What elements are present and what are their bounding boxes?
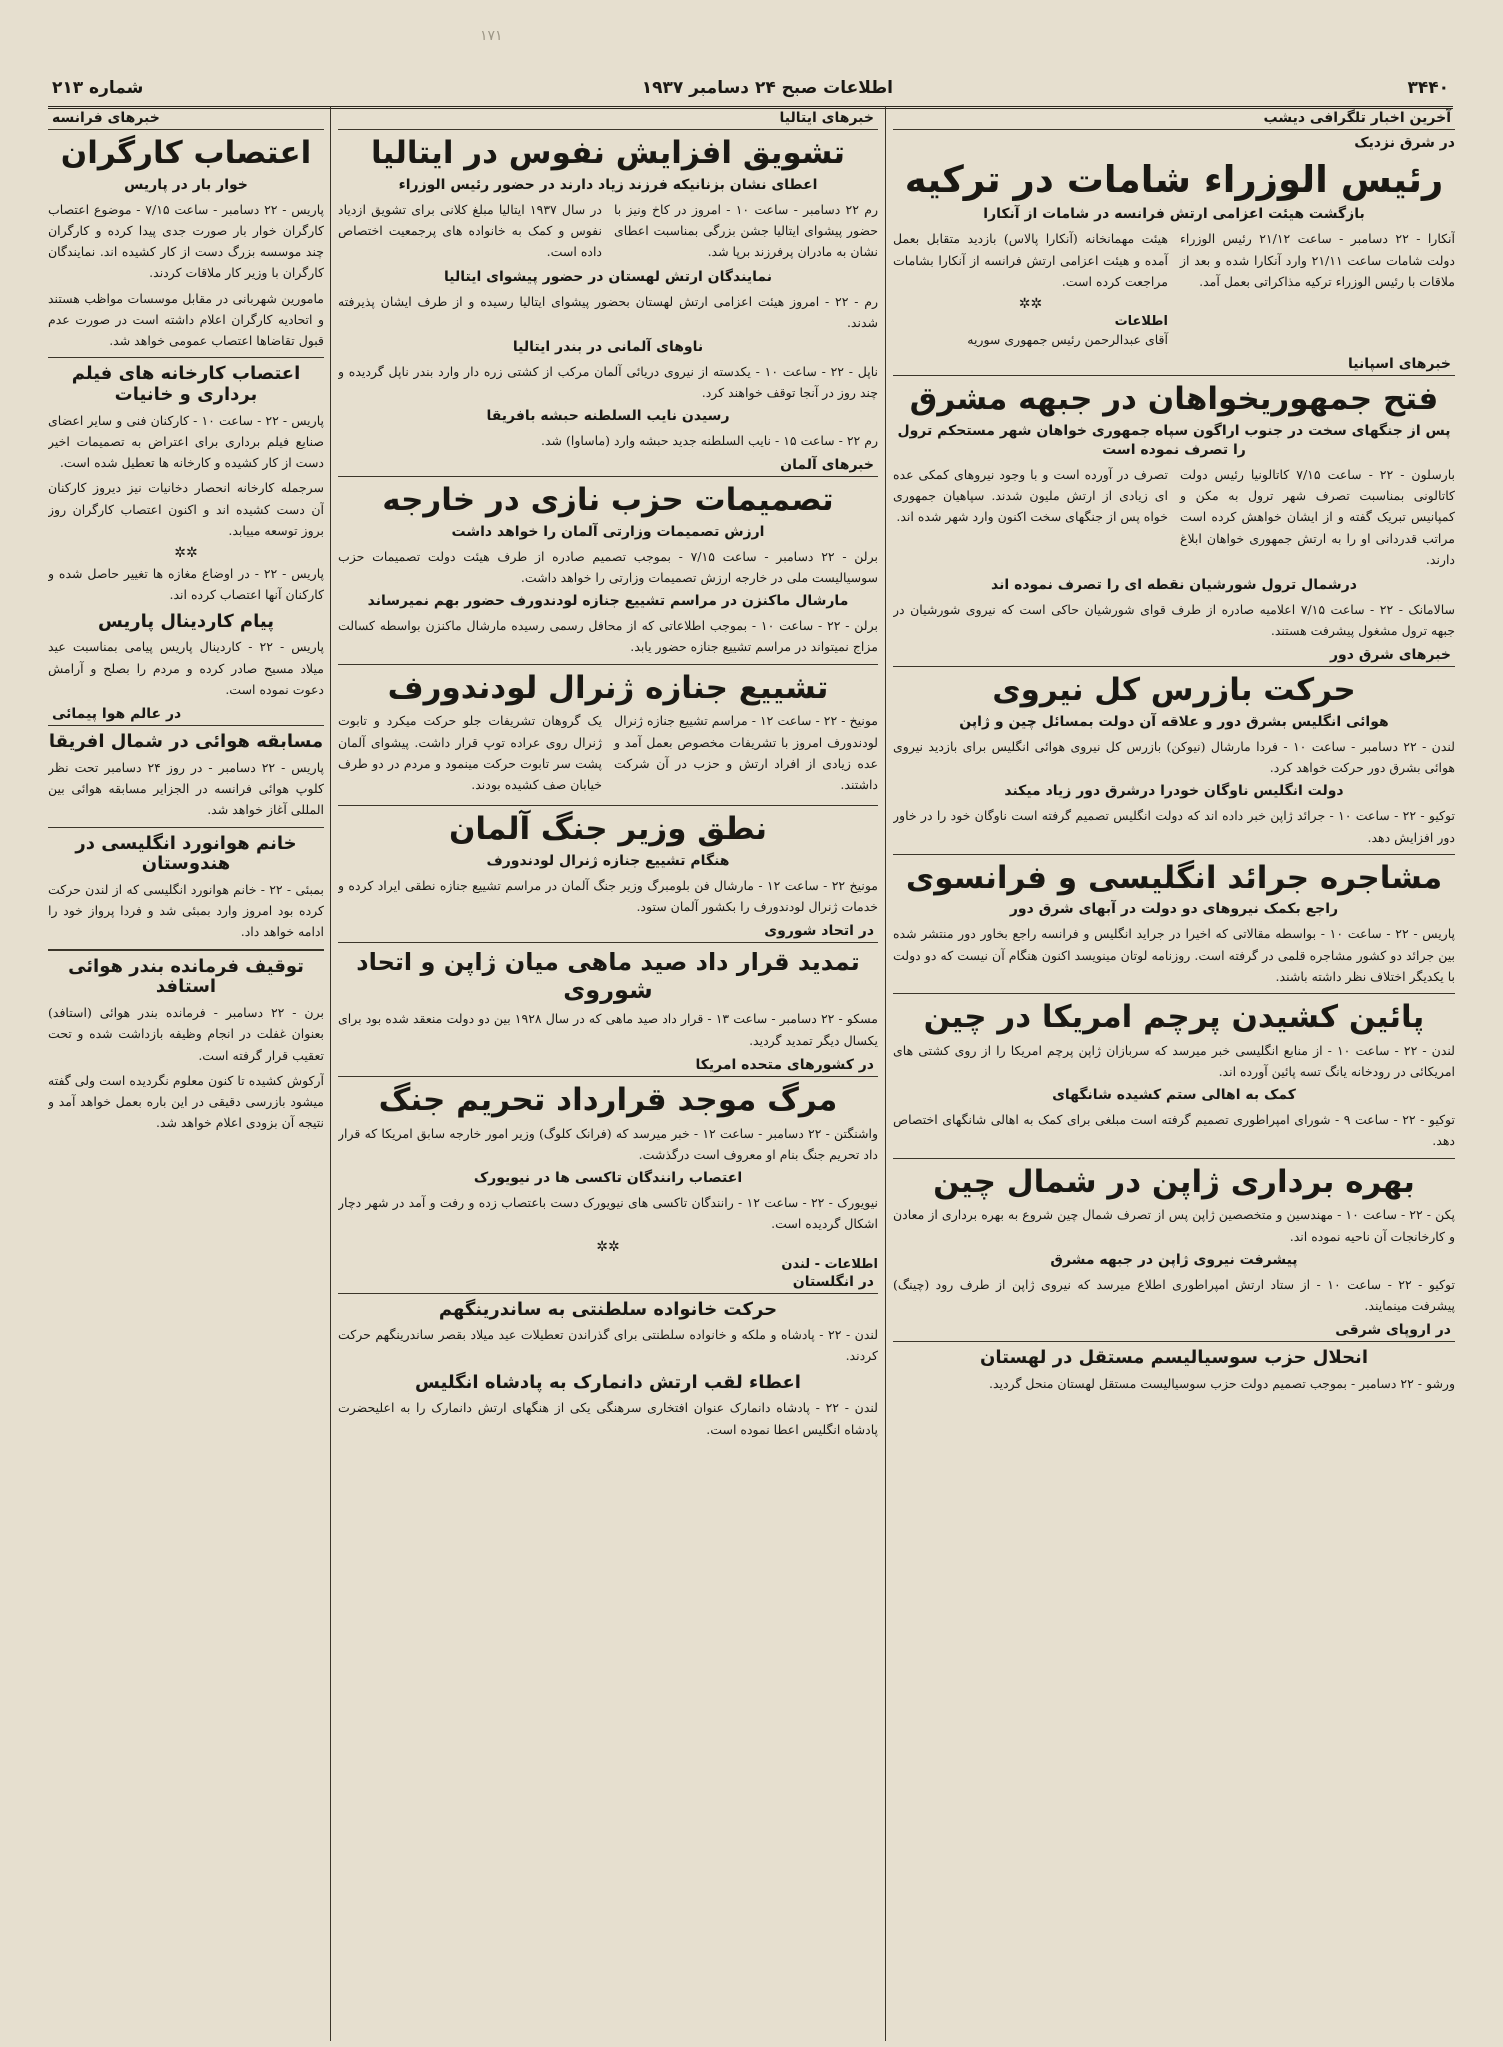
article-text: سالامانک - ۲۲ - ساعت ۷/۱۵ اعلامیه صادره از طرف قوای شورشیان حاکی است که نیروی شورشیان در جبهه ترول مشغول پیشرفت هستند. [893,601,1455,639]
headline: حرکت بازرس کل نیروی [992,672,1356,709]
article-text: مونیخ ۲۲ - ساعت ۱۲ - مارشال فن بلومبرگ وزیر جنگ آلمان در مراسم تشییع جنازه نطقی ایراد کرده و خدمات ژنرال لودندورف را بکشور آلمان ستود. [338,877,878,915]
headline: فتح جمهوریخواهان در جبهه مشرق [909,381,1439,418]
article-text: نیویورک - ۲۲ - ساعت ۱۲ - رانندگان تاکسی های نیویورک دست باعتصاب زده و رفت و آمد در شهر دچار اشکال گردیده است. [338,1195,878,1232]
divider [893,993,1455,994]
headline: حرکت خانواده سلطنتی به ساندرینگهم [438,1298,778,1320]
signoff: اطلاعات [1114,314,1168,330]
headline: خانم هوانورد انگلیسی در هندوستان [75,832,297,875]
article-text: توکیو - ۲۲ - ساعت ۹ - شورای امپراطوری تصمیم گرفته است مبلغی برای کمک به اهالی شانگهای اختصاص دهد. [893,1112,1455,1149]
article-text: لندن - ۲۲ دسامبر - ساعت ۱۰ - فردا مارشال (نیوکن) بازرس کل نیروی هوائی انگلیس برای بازدید نیروی هوائی بشرق دور حرکت خواهد کرد. [893,738,1455,776]
headline: مرگ موجد قرارداد تحریم جنگ [378,1081,838,1118]
column-middle [338,108,878,2043]
subheadline: درشمال ترول شورشیان نقطه ای را تصرف نموده اند [991,577,1357,593]
article-text: بمبئی - ۲۲ - خانم هوانورد انگلیسی که از لندن حرکت کرده بود امروز وارد بمبئی شد و فردا پرواز خود را ادامه خواهد داد. [48,881,324,940]
subheadline: مارشال ماکنزن در مراسم تشییع جنازه لودندورف حضور بهم نمیرساند [367,593,849,610]
section-tag: خبرهای فرانسه [48,108,324,130]
headline: رئیس الوزراء شامات در ترکیه [904,157,1444,201]
divider [48,357,324,358]
headline: اعطاء لقب ارتش دانمارک به پادشاه انگلیس [415,1371,801,1393]
article-columns [338,199,878,267]
subheadline: راجع بکمک نیروهای دو دولت در آبهای شرق دور [1009,901,1339,918]
article-text: بارسلون - ۲۲ - ساعت ۷/۱۵ کاتالونیا رئیس دولت کاتالونی بمناسبت تصرف شهر ترول به مکن و کمپانیس تبریک گفته و از ایشان خواهش کرده است مراتب قدردانی او را به ارتش جمهوری خواهان ابلاغ دارند. [1180,466,1455,567]
article-text: توکیو - ۲۲ - ساعت ۱۰ - از ستاد ارتش امپراطوری اطلاع میرسد که نیروی ژاپن از طرف رود (چینگ) پیشرفت مینمایند. [893,1276,1455,1313]
article-text: لندن - ۲۲ - پادشاه دانمارک عنوان افتخاری سرهنگی یکی از هنگهای ارتش دانمارک را به اعلیحضرت پادشاه انگلیس اعطا نموده است. [338,1400,878,1437]
headline: نطق وزیر جنگ آلمان [448,811,768,848]
subheadline: دولت انگلیس ناوگان خودرا درشرق دور زیاد میکند [1004,783,1344,800]
headline: تمدید قرار داد صید ماهی میان ژاپن و اتحاد شوروی [356,948,860,1004]
subheadline: ارزش تصمیمات وزارتی آلمان را خواهد داشت [451,523,765,540]
article-text: هیئت مهمانخانه (آنکارا پالاس) بازدید متقابل بعمل آمده و هیئت اعزامی ارتش فرانسه از آنکارا بشامات مراجعت کرده است. [893,231,1168,289]
column-left [48,108,324,2043]
subheadline: کمک به اهالی ستم کشیده شانگهای [1052,1087,1296,1104]
article-text: آرکوش کشیده تا کنون معلوم نگردیده است ولی گفته میشود بازرسی دقیقی در این باره بعمل خواهد آمد و نتیجه آن بزودی اعلام خواهد شد. [48,1072,324,1131]
subheadline: بازگشت هیئت اعزامی ارتش فرانسه در شامات از آنکارا [983,206,1365,223]
divider [893,854,1455,855]
article-text: توکیو - ۲۲ - ساعت ۱۰ - جرائد ژاپن خبر داده اند که دولت انگلیس تصمیم گرفته است ناوگان خود را در خاور دور افزایش دهد. [893,808,1455,845]
column-rule [330,106,331,2041]
section-tag: آخرین اخبار تلگرافی دیشب [893,108,1455,130]
article-text: پاریس - ۲۲ دسامبر - در روز ۲۴ دسامبر تحت نظر کلوپ هوائی فرانسه در الجزایر مسابقه هوائی بین المللی آغاز خواهد شد. [48,759,324,818]
article-columns [893,228,1455,354]
article-columns [893,464,1455,574]
article-text: پاریس - ۲۲ - در اوضاع مغازه ها تغییر حاصل شده و کارکنان آنها اعتصاب کرده اند. [48,566,324,603]
article-text: رم ۲۲ - ساعت ۱۵ - نایب السلطنه جدید حبشه وارد (ماساوا) شد. [541,432,878,448]
headline: پائین کشیدن پرچم امریکا در چین [923,999,1425,1036]
headline: بهره برداری ژاپن در شمال چین [933,1163,1415,1200]
article-text: ناپل - ۲۲ - ساعت ۱۰ - یکدسته از نیروی دریائی آلمان مرکب از کشتی زره دار وارد بندر ناپل گردیده و چند روز در آنجا توقف خواهند کرد. [338,363,878,400]
subheadline: اعطای نشان بزنانیکه فرزند زیاد دارند در حضور رئیس الوزراء [398,176,818,193]
headline: اعتصاب کارخانه های فیلم برداری و خانیات [71,363,301,405]
subheadline: پیشرفت نیروی ژاپن در جبهه مشرق [1050,1251,1298,1268]
masthead-date: اطلاعات صبح ۲۴ دسامبر ۱۹۳۷ [641,78,893,98]
divider [893,1158,1455,1159]
column-right [893,108,1455,2043]
article-text: یک گروهان تشریفات جلو حرکت میکرد و تابوت ژنرال روی عراده توپ قرار داشت. پیشوای آلمان پشت سر تابوت حرکت مینمود و مردم در دو طرف خیابان صف کشیده بودند. [338,713,602,793]
masthead [48,72,1453,109]
article-text: پاریس - ۲۲ - کاردینال پاریس پیامی بمناسبت عید میلاد مسیح صادر کرده و مردم را بصلح و آرامش دعوت نموده است. [48,639,324,697]
section-tag: خبرهای آلمان [338,455,878,477]
section-tag: خبرهای ایتالیا [338,108,878,130]
section-tag: در کشورهای متحده امریکا [338,1055,878,1077]
section-subtag: در شرق نزدیک [1354,135,1455,151]
divider [338,805,878,806]
pencil-mark: ۱۷۱ [480,28,503,44]
star-ornament-icon: ✲✲ [596,1238,620,1255]
headline: مسابقه هوائی در شمال افریقا [48,731,324,753]
article-text: برلن - ۲۲ - ساعت ۱۰ - بموجب اطلاعاتی که از محافل رسمی رسیده مارشال ماکنزن بواسطه کسالت مزاج نمیتواند در مراسم تشییع جنازه حضور یابد. [338,618,878,655]
article-text: در سال ۱۹۳۷ ایتالیا مبلغ کلانی برای تشویق ازدیاد نفوس و کمک به خانواده های پرجمعیت اختصاص داده است. [338,201,602,260]
article-text: مسکو - ۲۲ دسامبر - ساعت ۱۳ - قرار داد صید ماهی که در سال ۱۹۲۸ بین دو دولت منعقد شده بود برای یکسال دیگر تمدید گردید. [338,1011,878,1048]
article-text: مونیخ - ۲۲ - ساعت ۱۲ - مراسم تشییع جنازه ژنرال لودندورف امروز با تشریفات مخصوص بعمل آمد و عده زیادی از افراد ارتش و حزب در آن شرکت داشتند. [614,713,878,793]
divider [48,827,324,828]
subheadline: اعتصاب رانندگان تاکسی ها در نیویورک [473,1170,743,1187]
article-text: تصرف در آورده است و با وجود نیروهای کمکی عده ای زیادی از ارتش ملیون شدند. سپاهیان جمهوری خواه پس از جنگهای سخت اکنون وارد شهر شده اند. [893,466,1168,525]
headline: پیام کاردینال پاریس [98,610,274,632]
subheadline: خوار بار در پاریس [124,176,248,193]
section-tag: در اروپای شرقی [893,1320,1455,1342]
headline: تشویق افزایش نفوس در ایتالیا [370,135,846,171]
divider [48,949,324,951]
subheadline: هوائی انگلیس بشرق دور و علاقه آن دولت بمسائل چین و ژاپن [959,714,1389,731]
headline: تشییع جنازه ژنرال لودندورف [387,669,829,706]
article-text: واشنگتن - ۲۲ دسامبر - ساعت ۱۲ - خبر میرسد که (فرانک کلوگ) وزیر امور خارجه سابق امریکا که قرار داد تحریم جنگ بنام او معروف است درگذشت. [338,1125,878,1162]
article-text: لندن - ۲۲ - ساعت ۱۰ - از منابع انگلیسی خبر میرسد که سربازان ژاپن پرچم امریکا را از روی کشتی های امریکائی در رودخانه یانگ تسه پائین آورده اند. [893,1042,1455,1079]
column-rule [885,106,886,2041]
article-text: پاریس - ۲۲ - ساعت ۱۰ - کارکنان فنی و سایر اعضای صنایع فیلم برداری برای اعتراض به تصمیمات اخیر دست از کار کشیده و کارخانه ها تعطیل شده است. [48,412,324,471]
star-ornament-icon: ✲✲ [174,545,198,562]
headline: اعتصاب کارگران [60,135,312,171]
headline: انحلال حزب سوسیالیسم مستقل در لهستان [980,1347,1368,1369]
article-text: پاریس - ۲۲ - ساعت ۱۰ - بواسطه مقالاتی که اخیرا در جراید انگلیس و فرانسه راجع بخاور دور منتشر شده بین جرائد دو کشور مشاجره قلمی در گرفته است. روزنامه لوتان مینویسد اکنون هنگام آن نیست که دو دولت با یکدیگر اختلاف نظر داشته باشند. [893,926,1455,984]
subheadline: رسیدن نایب السلطنه حبشه بافریقا [486,408,730,425]
headline: تصمیمات حزب نازی در خارجه [382,482,834,519]
article-text: رم - ۲۲ - امروز هیئت اعزامی ارتش لهستان بحضور پیشوای ایتالیا رسیده و از طرف ایشان پذیرفته شدند. [338,294,878,331]
article-text: رم ۲۲ دسامبر - ساعت ۱۰ - امروز در کاخ ونیز با حضور پیشوای ایتالیا جشن بزرگی بمناسبت اعطای نشان به مادران پرفرزند برپا شد. [614,201,878,260]
article-text: لندن - ۲۲ - پادشاه و ملکه و خانواده سلطنتی برای گذراندن تعطیلات عید میلاد بقصر ساندرینگهم حرکت کردند. [338,1327,878,1364]
section-tag: خبرهای شرق دور [893,645,1455,667]
article-text: برلن - ۲۲ دسامبر - ساعت ۷/۱۵ - بموجب تصمیم صادره از طرف هیئت دولت تصمیمات حزب سوسیالیست ملی در خارجه ارزش تصمیمات وزارتی را خواهد داشت. [338,548,878,585]
article-text: آنکارا - ۲۲ دسامبر - ساعت ۲۱/۱۲ رئیس الوزراء دولت شامات ساعت ۲۱/۱۱ وارد آنکارا شده و بعد از ملاقات با رئیس الوزراء ترکیه مذاکراتی بعمل آمد. [1180,231,1455,289]
article-text: ورشو - ۲۲ دسامبر - بموجب تصمیم دولت حزب سوسیالیست مستقل لهستان منحل گردید. [989,1375,1455,1391]
article-text: پاریس - ۲۲ دسامبر - ساعت ۷/۱۵ - موضوع اعتصاب کارگران خوار بار صورت جدی پیدا کرده و کارگران چند موسسه بزرگ دست از کار کشیده اند. نمایندگان کارگران با وزیر کار ملاقات کردند. [48,201,324,281]
star-ornament-icon: ✲✲ [1018,296,1043,313]
subheadline: ناوهای آلمانی در بندر ایتالیا [512,338,704,355]
headline: مشاجره جرائد انگلیسی و فرانسوی [905,859,1443,896]
headline: توقیف فرمانده بندر هوائی استافد [68,955,304,998]
article-text: مامورین شهربانی در مقابل موسسات مواظب هستند و اتحادیه کارگران اعلام داشته است در صورت عدم قبول تقاضاها اعتصاب عمومی خواهد شد. [48,290,324,349]
divider [338,664,878,665]
subheadline: نمایندگان ارتش لهستان در حضور پیشوای ایتالیا [444,269,772,286]
section-tag: در عالم هوا پیمائی [48,704,324,726]
subheadline: هنگام تشییع جنازه ژنرال لودندورف [486,852,730,869]
article-columns [338,710,878,799]
masthead-issue: شماره ۲۱۳ [52,78,144,98]
article-text: پکن - ۲۲ - ساعت ۱۰ - مهندسین و متخصصین ژاپن پس از تصرف شمال چین شروع به بهره برداری از معادن و کارخانجات آن ناحیه نموده اند. [893,1207,1455,1244]
section-tag: خبرهای اسپانیا [893,354,1455,376]
signoff: اطلاعات - لندن [781,1256,878,1272]
article-text: برن - ۲۲ دسامبر - فرمانده بندر هوائی (استافد) بعنوان غفلت در انجام وظیفه بازداشت شده و تحت تعقیب قرار گرفته است. [48,1005,324,1063]
section-tag: در اتحاد شوروی [338,921,878,943]
subheadline: پس از جنگهای سخت در جنوب اراگون سپاه جمهوری خواهان شهر مستحکم ترول را تصرف نموده است [897,422,1451,458]
section-tag: در انگلستان [338,1272,878,1294]
article-text: سرجمله کارخانه انحصار دخانیات نیز دیروز کارکنان آن دست کشیده اند و اکنون اعتصاب کارگران روز بروز توسعه مییابد. [48,480,324,538]
masthead-right: ۳۴۴۰ [1407,78,1449,98]
article-text: آقای عبدالرحمن رئیس جمهوری سوریه [967,332,1168,348]
